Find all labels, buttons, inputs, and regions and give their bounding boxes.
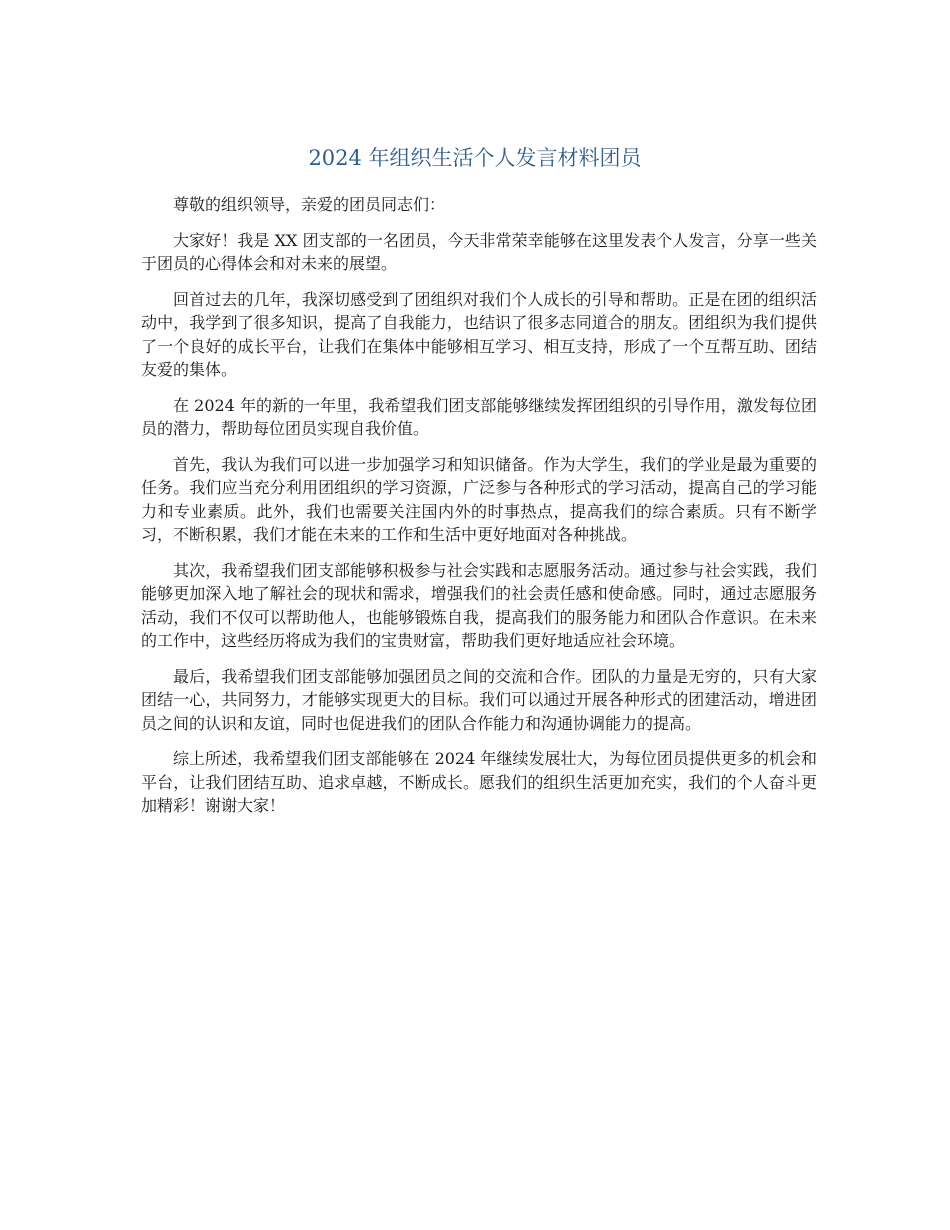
paragraph-greeting: 大家好！我是 XX 团支部的一名团员，今天非常荣幸能够在这里发表个人发言，分享一些关于团员的心得体会和对未来的展望。 [141,230,817,273]
paragraph-last: 最后，我希望我们团支部能够加强团员之间的交流和合作。团队的力量是无穷的，只有大家团结一心，共同努力，才能够实现更大的目标。我们可以通过开展各种形式的团建活动，增进团员之间的认识和友谊，同时也促进我们的团队合作能力和沟通协调能力的提高。 [141,666,817,733]
paragraph-second: 其次，我希望我们团支部能够积极参与社会实践和志愿服务活动。通过参与社会实践，我们能够更加深入地了解社会的现状和需求，增强我们的社会责任感和使命感。同时，通过志愿服务活动，我们不仅可以帮助他人，也能够锻炼自我，提高我们的服务能力和团队合作意识。在未来的工作中，这些经历将成为我们的宝贵财富，帮助我们更好地适应社会环境。 [141,560,817,650]
paragraph-new-year: 在 2024 年的新的一年里，我希望我们团支部能够继续发挥团组织的引导作用，激发每位团员的潜力，帮助每位团员实现自我价值。 [141,395,817,438]
document-title: 2024 年组织生活个人发言材料团员 [308,146,642,170]
paragraph-conclusion: 综上所述，我希望我们团支部能够在 2024 年继续发展壮大，为每位团员提供更多的机会和平台，让我们团结互助、追求卓越，不断成长。愿我们的组织生活更加充实，我们的个人奋斗更加精彩！谢谢大家！ [141,749,817,815]
paragraph-review: 回首过去的几年，我深切感受到了团组织对我们个人成长的引导和帮助。正是在团的组织活动中，我学到了很多知识，提高了自我能力，也结识了很多志同道合的朋友。团组织为我们提供了一个良好的成长平台，让我们在集体中能够相互学习、相互支持，形成了一个互帮互助、团结友爱的集体。 [141,289,817,379]
paragraph-first: 首先，我认为我们可以进一步加强学习和知识储备。作为大学生，我们的学业是最为重要的任务。我们应当充分利用团组织的学习资源，广泛参与各种形式的学习活动，提高自己的学习能力和专业素质。此外，我们也需要关注国内外的时事热点，提高我们的综合素质。只有不断学习，不断积累，我们才能在未来的工作和生活中更好地面对各种挑战。 [141,454,817,544]
document-body [141,193,817,830]
paragraph-salutation: 尊敬的组织领导，亲爱的团员同志们： [173,195,446,214]
